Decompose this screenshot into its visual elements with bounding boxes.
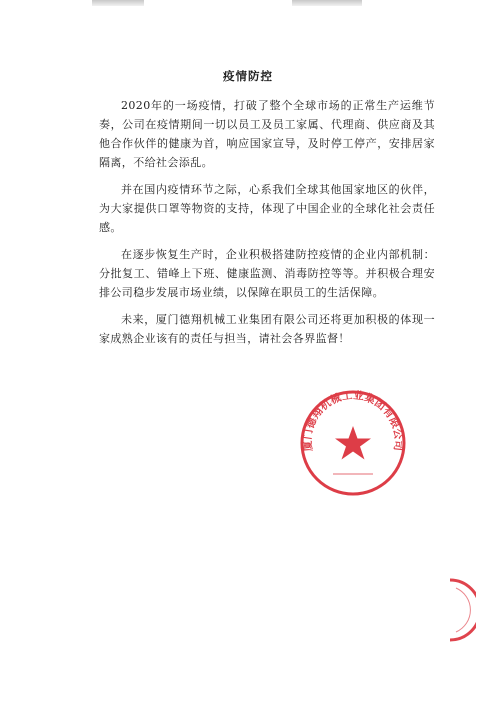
page-edge-seal-fragment — [446, 578, 476, 642]
scan-artifact — [92, 0, 144, 6]
document-title: 疫情防控 — [223, 69, 273, 83]
document-body — [99, 96, 435, 356]
paragraph-2: 并在国内疫情环节之际，心系我们全球其他国家地区的伙伴，为大家提供口罩等物资的支持，体现了中国企业的全球化社会责任感。 — [99, 183, 435, 234]
seal-text: 厦门德翔机械工业集团有限公司 — [302, 390, 404, 452]
paragraph-1: 2020年的一场疫情，打破了整个全球市场的正常生产运维节奏，公司在疫情期间一切以员工及员工家属、代理商、供应商及其他合作伙伴的健康为首，响应国家宣导，及时停工停产，安排居家隔离，不给社会添乱。 — [99, 99, 435, 169]
seal-star-icon — [335, 426, 371, 460]
scan-artifact — [292, 0, 362, 6]
paragraph-3: 在逐步恢复生产时，企业积极搭建防控疫情的企业内部机制：分批复工、错峰上下班、健康监测、消毒防控等等。并积极合理安排公司稳步发展市场业绩，以保障在职员工的生活保障。 — [99, 248, 435, 299]
paragraph-4: 未来，厦门德翔机械工业集团有限公司还将更加积极的体现一家成熟企业该有的责任与担当，请社会各界监督！ — [99, 313, 435, 345]
company-seal — [298, 388, 408, 498]
